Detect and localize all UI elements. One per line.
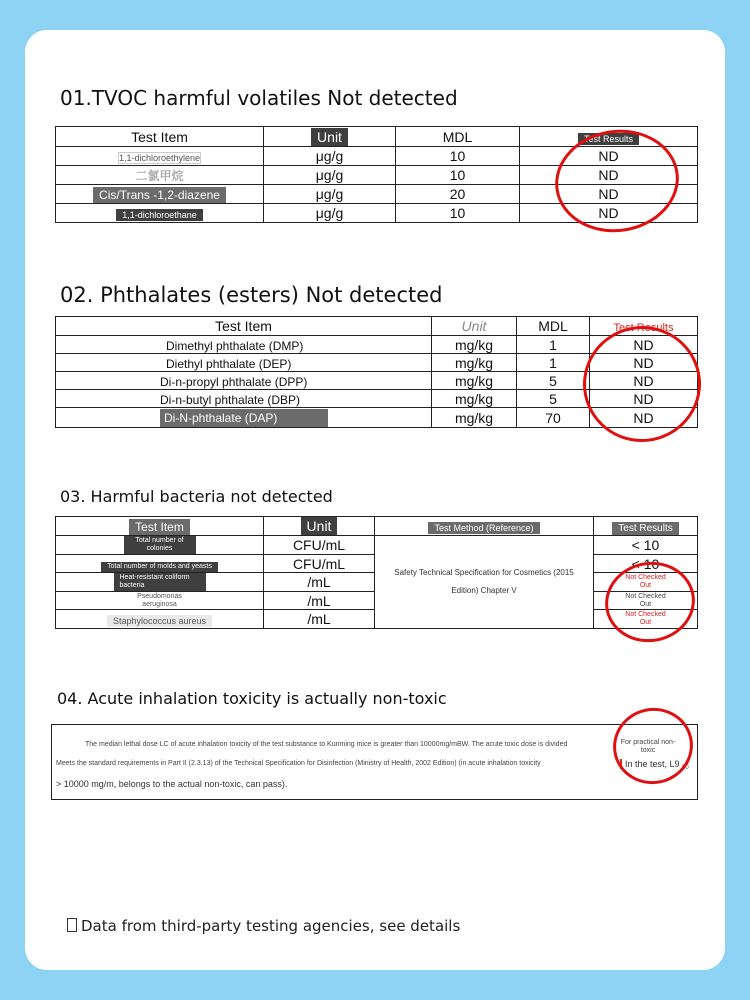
table-row-result: < 10	[594, 555, 698, 573]
table-row-result: ND	[590, 408, 698, 428]
table-row-mdl: 10	[396, 166, 520, 185]
section-3-title: 03. Harmful bacteria not detected	[60, 487, 333, 506]
table-row-item: 二氯甲烷	[56, 166, 264, 185]
toxicity-side-top: For practical non-toxic	[620, 739, 676, 754]
toxicity-line-2: Meets the standard requirements in Part II (2.3.13) of the Technical Specification for Disinfection (Ministry of Health, 2002 Edition) (in acute inhalation toxicity	[56, 760, 541, 767]
section-1-title: 01.TVOC harmful volatiles Not detected	[60, 86, 458, 110]
table-row-mdl: 5	[517, 372, 590, 390]
header-test-item: Test Item	[56, 317, 432, 336]
footer-note	[67, 917, 460, 935]
header-unit: Unit	[264, 127, 396, 147]
table-row-mdl: 10	[396, 204, 520, 223]
table-row-mdl: 1	[517, 354, 590, 372]
header-method: Test Method (Reference)	[375, 517, 594, 536]
table-row-result: Not Checked Out	[594, 592, 698, 610]
table-row-mdl: 5	[517, 390, 590, 408]
table-row-mdl: 1	[517, 336, 590, 354]
table-row-unit: CFU/mL	[264, 555, 375, 573]
table-row-result: ND	[520, 147, 698, 166]
header-result: Test Results	[520, 127, 698, 147]
header-result: Test Results	[590, 317, 698, 336]
table-row-result: ND	[520, 166, 698, 185]
table-row-item: Pseudomonas aeruginosa	[56, 592, 264, 610]
table-row-mdl: 10	[396, 147, 520, 166]
table-row-item: Staphylococcus aureus	[56, 610, 264, 629]
info-box-icon	[67, 918, 77, 932]
table-row-unit: mg/kg	[432, 390, 517, 408]
header-test-item: Test Item	[56, 127, 264, 147]
table-row-result: ND	[590, 372, 698, 390]
toxicity-side-bottom: In the test, L9	[620, 759, 680, 769]
table-row-result: < 10	[594, 536, 698, 555]
table-row-unit: /mL	[264, 610, 375, 629]
table-row-item: Diethyl phthalate (DEP)	[56, 354, 432, 372]
table-row-unit: μg/g	[264, 147, 396, 166]
table-row-item: Di-N-phthalate (DAP)	[56, 408, 432, 428]
table-row-unit: μg/g	[264, 166, 396, 185]
method-line: Edition) Chapter V	[451, 586, 517, 595]
header-unit: Unit	[264, 517, 375, 536]
table-row-unit: CFU/mL	[264, 536, 375, 555]
toxicity-side-small: 50	[682, 765, 689, 771]
footer-text: Data from third-party testing agencies, see details	[81, 917, 461, 935]
table-row-unit: μg/g	[264, 185, 396, 204]
test-method-cell	[375, 536, 594, 629]
table-row-item: Total number of molds and yeasts	[56, 555, 264, 573]
table-row-unit: μg/g	[264, 204, 396, 223]
table-row-unit: mg/kg	[432, 408, 517, 428]
table-row-item: Dimethyl phthalate (DMP)	[56, 336, 432, 354]
bacteria-table	[55, 516, 698, 629]
toxicity-line-1: The median lethal dose LC of acute inhalation toxicity of the test substance to Kunming mice is greater than 10000mg/mBW. The acute toxic dose is divided	[85, 741, 568, 748]
table-row-unit: /mL	[264, 573, 375, 592]
table-row-unit: mg/kg	[432, 336, 517, 354]
toxicity-line-3: > 10000 mg/m, belongs to the actual non-toxic, can pass).	[56, 779, 288, 789]
table-row-mdl: 70	[517, 408, 590, 428]
table-row-item: Di-n-butyl phthalate (DBP)	[56, 390, 432, 408]
section-2-title: 02. Phthalates (esters) Not detected	[60, 283, 443, 307]
header-test-item: Test Item	[56, 517, 264, 536]
table-row-item: Di-n-propyl phthalate (DPP)	[56, 372, 432, 390]
section-4-title: 04. Acute inhalation toxicity is actually non-toxic	[57, 689, 447, 708]
table-row-unit: mg/kg	[432, 372, 517, 390]
table-row-unit: /mL	[264, 592, 375, 610]
method-line: Safety Technical Specification for Cosmetics (2015	[394, 568, 574, 577]
header-mdl: MDL	[517, 317, 590, 336]
table-row-result: ND	[590, 354, 698, 372]
table-row-result: ND	[520, 185, 698, 204]
table-row-item: 1,1-dichloroethylene	[56, 147, 264, 166]
table-row-unit: mg/kg	[432, 354, 517, 372]
header-mdl: MDL	[396, 127, 520, 147]
header-unit: Unit	[432, 317, 517, 336]
header-result: Test Results	[594, 517, 698, 536]
table-row-item: Heat-resistant coliform bacteria	[56, 573, 264, 592]
table-row-result: ND	[590, 390, 698, 408]
table-row-result: Not Checked Out	[594, 610, 698, 629]
table-row-mdl: 20	[396, 185, 520, 204]
table-row-result: ND	[520, 204, 698, 223]
report-card	[25, 30, 725, 970]
table-row-result: ND	[590, 336, 698, 354]
toxicity-box	[51, 724, 698, 800]
table-row-item: 1,1-dichloroethane	[56, 204, 264, 223]
table-row-item: Total number of colonies	[56, 536, 264, 555]
table-row-item: Cis/Trans -1,2-diazene	[56, 185, 264, 204]
table-row-result: Not Checked Out	[594, 573, 698, 592]
